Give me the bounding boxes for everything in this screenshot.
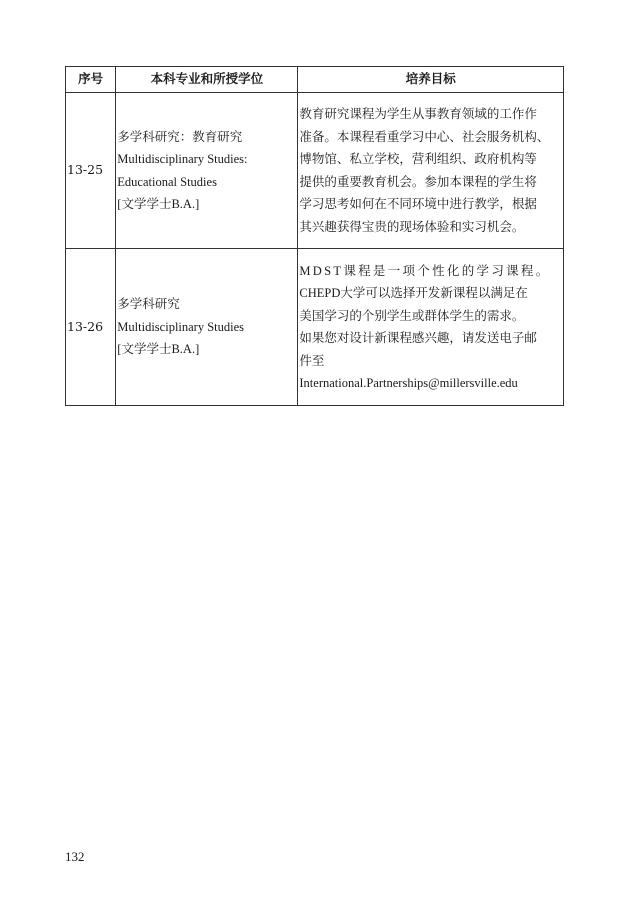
table-header-row — [66, 67, 564, 93]
goal-line: 准备。本课程看重学习中心、社会服务机构、 — [299, 129, 550, 144]
major-line: 多学科研究 — [117, 297, 180, 312]
degree-table — [65, 66, 564, 406]
row-goal — [298, 249, 564, 406]
row-index: 13-26 — [66, 249, 116, 406]
goal-line: 如果您对设计新课程感兴趣，请发送电子邮 — [299, 331, 537, 345]
row-goal — [298, 93, 564, 249]
major-line: Multidisciplinary Studies: — [117, 152, 248, 166]
row-major — [116, 93, 298, 249]
page-number: 132 — [65, 849, 85, 864]
goal-line: CHEPD大学可以选择开发新课程以满足在 — [299, 286, 528, 300]
table-row — [66, 249, 564, 406]
major-line: [文学学士B.A.] — [117, 342, 200, 357]
row-major — [116, 249, 298, 406]
goal-line: 博物馆、私立学校，营利组织、政府机构等 — [299, 152, 537, 166]
major-line: Multidisciplinary Studies — [117, 319, 245, 334]
goal-line: 其兴趣获得宝贵的现场体验和实习机会。 — [299, 219, 525, 234]
header-major: 本科专业和所授学位 — [116, 67, 298, 93]
email-link[interactable]: International.Partnerships@millersville.edu — [299, 376, 518, 390]
goal-line: 教育研究课程为学生从事教育领域的工作作 — [299, 107, 537, 121]
row-index: 13-25 — [66, 93, 116, 249]
major-line: Educational Studies — [117, 174, 217, 189]
goal-line: MDST课程是一项个性化的学习课程。 — [299, 263, 551, 278]
goal-line: 美国学习的个别学生或群体学生的需求。 — [299, 308, 525, 323]
goal-line: 提供的重要教育机会。参加本课程的学生将 — [299, 174, 537, 189]
header-goal: 培养目标 — [298, 67, 564, 93]
header-index: 序号 — [66, 67, 116, 93]
goal-line: 学习思考如何在不同环境中进行教学，根据 — [299, 197, 537, 211]
major-line: 多学科研究：教育研究 — [117, 129, 243, 144]
goal-line: 件至 — [299, 353, 325, 368]
table-row — [66, 93, 564, 249]
major-line: [文学学士B.A.] — [117, 197, 200, 211]
